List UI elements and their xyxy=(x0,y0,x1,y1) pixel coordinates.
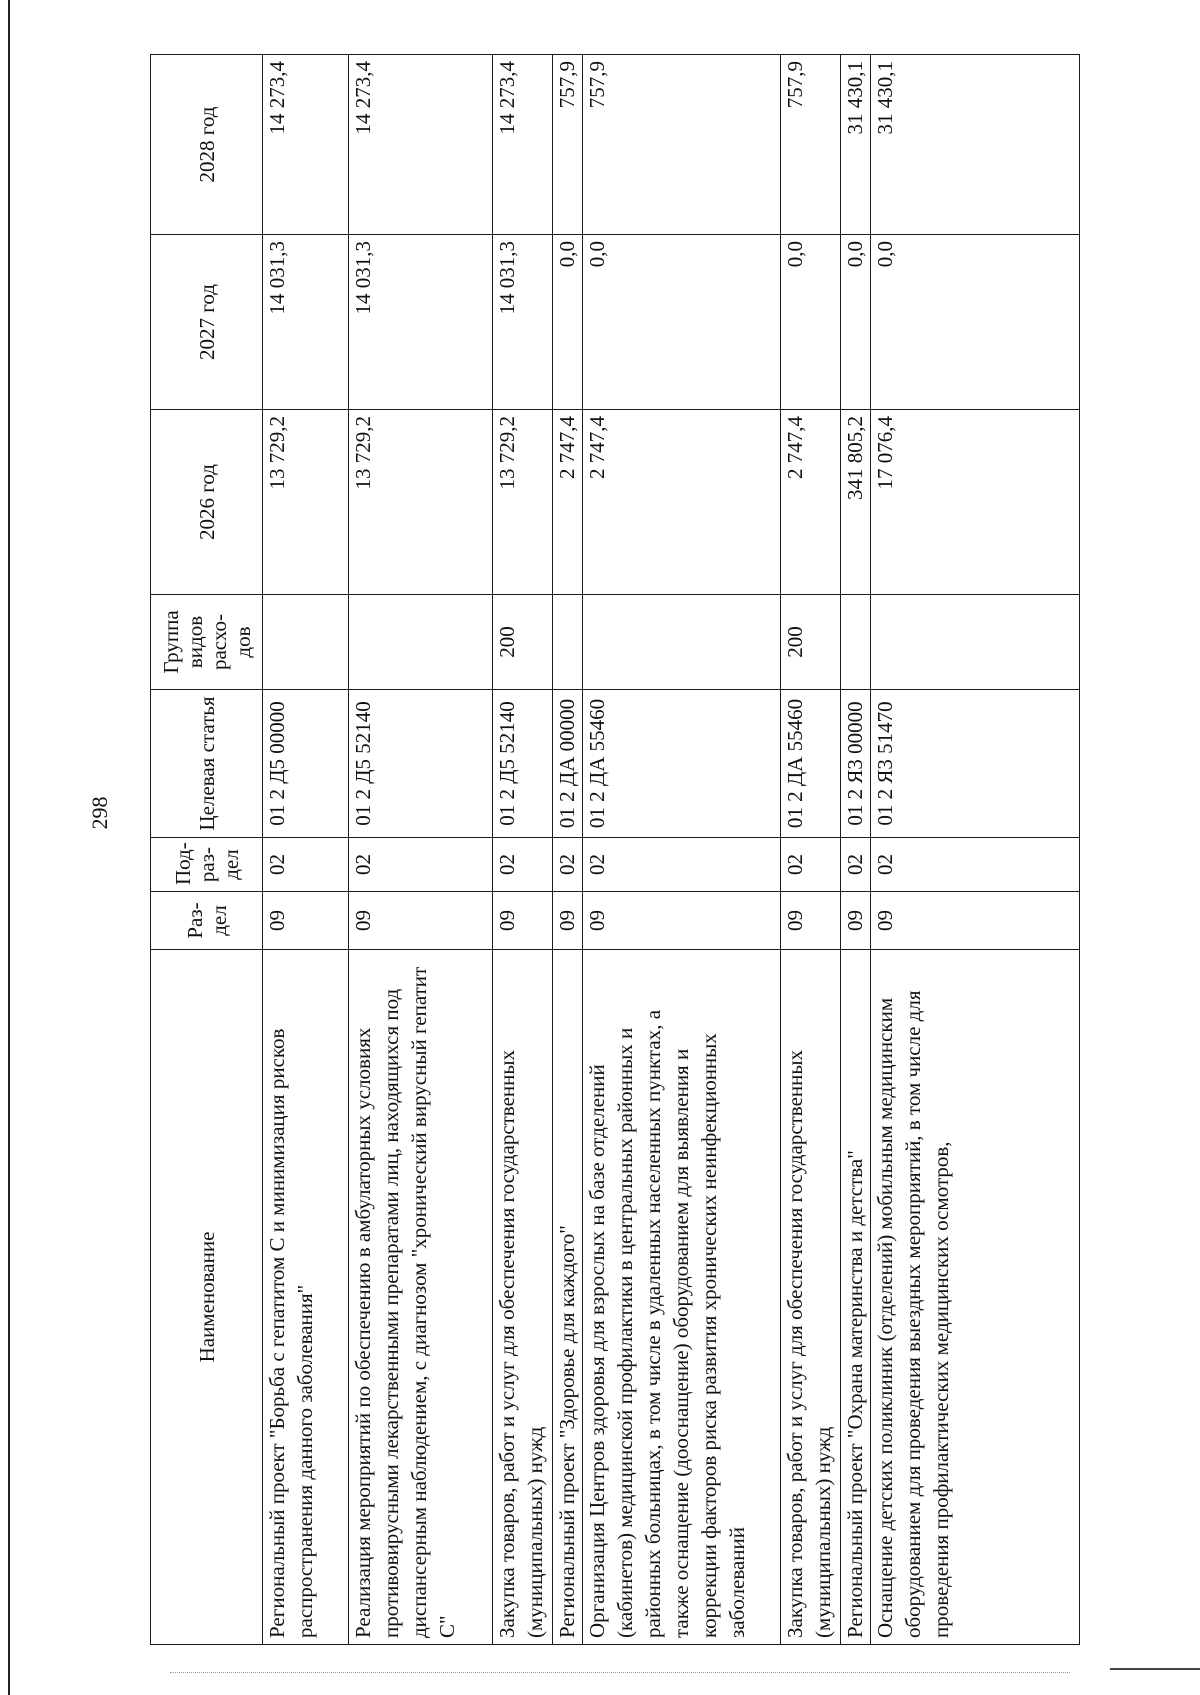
row-podrazdel: 02 xyxy=(841,838,871,892)
row-razdel: 09 xyxy=(841,892,871,950)
row-2028: 757,9 xyxy=(781,55,841,235)
row-razdel: 09 xyxy=(349,892,493,950)
rotated-page-content xyxy=(150,55,1080,1645)
row-razdel: 09 xyxy=(583,892,781,950)
row-2026: 13 729,2 xyxy=(263,410,349,595)
row-2027: 0,0 xyxy=(583,235,781,410)
row-2027: 14 031,3 xyxy=(263,235,349,410)
row-2028: 14 273,4 xyxy=(349,55,493,235)
row-name: Закупка товаров, работ и услуг для обеспечения государственных (муниципальных) нужд xyxy=(781,950,841,1645)
row-2027: 0,0 xyxy=(553,235,583,410)
row-2026: 13 729,2 xyxy=(493,410,553,595)
row-celevaya: 01 2 Д5 52140 xyxy=(493,690,553,838)
row-2026: 2 747,4 xyxy=(781,410,841,595)
table-row xyxy=(263,55,349,1645)
row-celevaya: 01 2 ДА 55460 xyxy=(781,690,841,838)
budget-table xyxy=(150,54,1080,1645)
row-name: Оснащение детских поликлиник (отделений) мобильным медицинским оборудованием для проведения выездных мероприятий, в том числе для проведения профилактических медицинских осмотров, xyxy=(871,950,1080,1645)
row-2026: 17 076,4 xyxy=(871,410,1080,595)
row-podrazdel: 02 xyxy=(583,838,781,892)
header-year-2026: 2026 год xyxy=(151,410,263,595)
row-gruppa xyxy=(553,595,583,690)
row-razdel: 09 xyxy=(553,892,583,950)
row-razdel: 09 xyxy=(871,892,1080,950)
page-number: 298 xyxy=(87,796,112,830)
row-2026: 2 747,4 xyxy=(553,410,583,595)
row-2027: 0,0 xyxy=(781,235,841,410)
row-2027: 14 031,3 xyxy=(349,235,493,410)
row-gruppa: 200 xyxy=(493,595,553,690)
left-margin-rule xyxy=(8,0,10,1695)
row-2026: 2 747,4 xyxy=(583,410,781,595)
row-name: Организация Центров здоровья для взрослых на базе отделений (кабинетов) медицинской профилактики в центральных районных и районных больницах, в том числе в удаленных населенных пунктах, а также оснащение (дооснащение) оборудованием для выявления и коррекции факторов риска развития хронических неинфекционных заболеваний xyxy=(583,950,781,1645)
header-celevaya-statya: Целевая статья xyxy=(151,690,263,838)
row-celevaya: 01 2 Д5 00000 xyxy=(263,690,349,838)
row-name: Закупка товаров, работ и услуг для обеспечения государственных (муниципальных) нужд xyxy=(493,950,553,1645)
row-2026: 341 805,2 xyxy=(841,410,871,595)
header-podrazdel: Под-раз-дел xyxy=(151,838,263,892)
table-row xyxy=(841,55,871,1645)
table-row xyxy=(493,55,553,1645)
table-row xyxy=(871,55,1080,1645)
header-gruppa-vidov-rashodov: Группа видов расхо-дов xyxy=(151,595,263,690)
header-name: Наименование xyxy=(151,950,263,1645)
header-year-2027: 2027 год xyxy=(151,235,263,410)
row-gruppa xyxy=(583,595,781,690)
row-podrazdel: 02 xyxy=(493,838,553,892)
row-celevaya: 01 2 ДА 00000 xyxy=(553,690,583,838)
row-celevaya: 01 2 ДА 55460 xyxy=(583,690,781,838)
table-row xyxy=(553,55,583,1645)
row-2028: 31 430,1 xyxy=(841,55,871,235)
row-razdel: 09 xyxy=(781,892,841,950)
table-row xyxy=(583,55,781,1645)
row-razdel: 09 xyxy=(493,892,553,950)
row-gruppa xyxy=(349,595,493,690)
row-2028: 757,9 xyxy=(553,55,583,235)
row-2026: 13 729,2 xyxy=(349,410,493,595)
row-2028: 31 430,1 xyxy=(871,55,1080,235)
row-celevaya: 01 2 Д5 52140 xyxy=(349,690,493,838)
row-2028: 14 273,4 xyxy=(263,55,349,235)
row-2028: 14 273,4 xyxy=(493,55,553,235)
row-gruppa xyxy=(263,595,349,690)
row-2027: 14 031,3 xyxy=(493,235,553,410)
row-gruppa xyxy=(841,595,871,690)
row-podrazdel: 02 xyxy=(781,838,841,892)
row-2027: 0,0 xyxy=(841,235,871,410)
row-2027: 0,0 xyxy=(871,235,1080,410)
table-row xyxy=(349,55,493,1645)
row-name: Реализация мероприятий по обеспечению в амбулаторных условиях противовирусными лекарственными препаратами лиц, находящихся под диспансерным наблюдением, с диагнозом "хронический вирусный гепатит С" xyxy=(349,950,493,1645)
table-row xyxy=(781,55,841,1645)
row-name: Региональный проект "Охрана материнства и детства" xyxy=(841,950,871,1645)
row-podrazdel: 02 xyxy=(871,838,1080,892)
row-podrazdel: 02 xyxy=(553,838,583,892)
bottom-scan-noise xyxy=(170,1672,1070,1675)
row-gruppa xyxy=(871,595,1080,690)
header-row xyxy=(151,55,263,1645)
row-name: Региональный проект "Здоровье для каждого" xyxy=(553,950,583,1645)
bottom-right-rule xyxy=(1110,1668,1200,1670)
row-name: Региональный проект "Борьба с гепатитом С и минимизация рисков распространения данного заболевания" xyxy=(263,950,349,1645)
row-gruppa: 200 xyxy=(781,595,841,690)
row-celevaya: 01 2 Я3 00000 xyxy=(841,690,871,838)
header-razdel: Раз-дел xyxy=(151,892,263,950)
header-year-2028: 2028 год xyxy=(151,55,263,235)
row-podrazdel: 02 xyxy=(263,838,349,892)
row-razdel: 09 xyxy=(263,892,349,950)
row-celevaya: 01 2 Я3 51470 xyxy=(871,690,1080,838)
row-2028: 757,9 xyxy=(583,55,781,235)
row-podrazdel: 02 xyxy=(349,838,493,892)
